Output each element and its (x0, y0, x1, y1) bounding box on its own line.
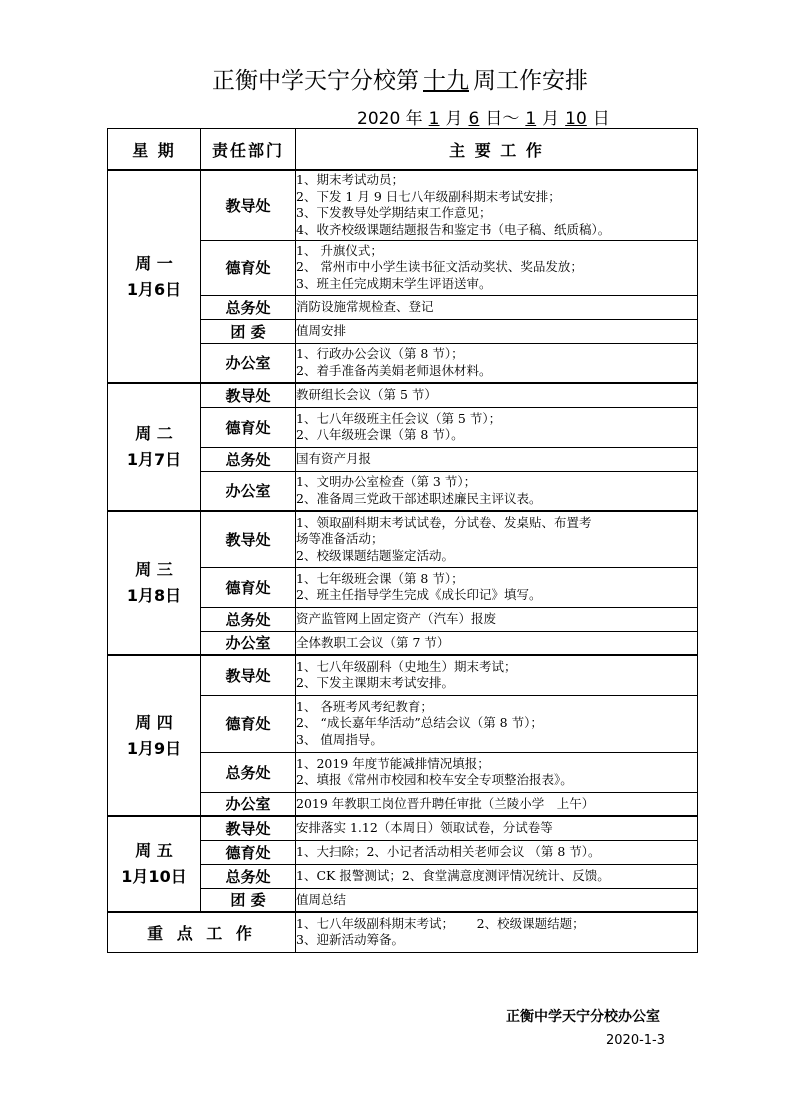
day-cell-friday (108, 816, 201, 912)
date-text-month-2: 月 (542, 109, 560, 129)
work-line: 2、 常州市中小学生读书征文活动奖状、奖品发放； (296, 259, 583, 275)
work-line: 1、领取副科期末考试试卷，分试卷、发桌贴、布置考 (296, 514, 592, 530)
date-range (357, 104, 610, 129)
work-cell (296, 471, 698, 511)
day-cell-tuesday (108, 383, 201, 511)
work-line: 2019 年教职工岗位晋升聘任审批（兰陵小学 上午） (296, 795, 595, 811)
work-cell (296, 295, 698, 319)
work-line: 值周安排 (296, 322, 347, 338)
work-line: 国有资产月报 (296, 450, 372, 466)
day-date: 1月6日 (126, 279, 182, 299)
work-line: 1、 各班考风考纪教育； (296, 698, 433, 714)
title-prefix: 正衡中学天宁分校第 (212, 68, 419, 94)
work-cell (296, 631, 698, 655)
work-line: 全体教职工会议（第 7 节） (296, 634, 450, 650)
work-line: 1、大扫除；2、小记者活动相关老师会议 （第 8 节）。 (296, 843, 601, 859)
issuing-office: 正衡中学天宁分校办公室 (506, 1009, 660, 1025)
issue-date: 2020-1-3 (606, 1033, 666, 1048)
dept-cell: 教导处 (201, 816, 296, 840)
work-line: 1、七年级班会课（第 8 节）； (296, 570, 464, 586)
work-cell (296, 864, 698, 888)
work-line: 2、班主任指导学生完成《成长印记》填写。 (296, 587, 542, 602)
work-line: 2、下发 1 月 9 日七八年级副科期末考试安排； (296, 188, 561, 204)
table-row (108, 816, 698, 840)
date-year: 2020 年 (357, 109, 423, 129)
day-cell-monday (108, 170, 201, 383)
date-text-day: 日 (592, 109, 610, 129)
work-cell (296, 170, 698, 240)
date-start-month: 1 (428, 109, 440, 129)
dept-cell: 总务处 (201, 752, 296, 792)
work-line: 1、文明办公室检查（第 3 节）； (296, 474, 477, 490)
work-cell (296, 607, 698, 631)
work-cell (296, 567, 698, 607)
page-title (0, 62, 800, 95)
header-dept: 责任部门 (201, 129, 296, 171)
title-week-number: 十九 (423, 68, 469, 94)
work-line: 2、 “成长嘉年华活动”总结会议（第 8 节）； (296, 715, 543, 731)
work-line: 1、七八年级副科期末考试； 2、校级课题结题； (296, 915, 585, 931)
dept-cell: 德育处 (201, 567, 296, 607)
day-date: 1月8日 (126, 586, 182, 605)
dept-cell: 办公室 (201, 343, 296, 383)
table-row (108, 655, 698, 695)
dept-cell: 德育处 (201, 240, 296, 295)
day-name: 周 四 (135, 712, 173, 732)
dept-cell: 总务处 (201, 295, 296, 319)
dept-cell: 教导处 (201, 511, 296, 567)
day-cell-thursday (108, 655, 201, 816)
dept-cell: 总务处 (201, 864, 296, 888)
title-suffix: 周工作安排 (473, 68, 588, 94)
work-line: 1、期末考试动员； (296, 172, 404, 188)
date-text-to: 日～ (485, 109, 520, 129)
work-line: 安排落实 1.12（本周日）领取试卷，分试卷等 (296, 820, 553, 835)
work-cell (296, 511, 698, 567)
dept-cell: 教导处 (201, 170, 296, 240)
work-line: 1、2019 年度节能减排情况填报； (296, 755, 490, 771)
dept-cell: 德育处 (201, 695, 296, 752)
work-line: 1、 升旗仪式； (296, 242, 383, 258)
work-line: 4、收齐校级课题结题报告和鉴定书（电子稿、纸质稿）。 (296, 221, 611, 237)
table-row (108, 170, 698, 240)
work-cell (296, 695, 698, 752)
day-name: 周 一 (135, 253, 173, 273)
work-line: 3、班主任完成期末学生评语送审。 (296, 275, 492, 291)
header-work: 主 要 工 作 (296, 129, 698, 171)
work-cell (296, 407, 698, 447)
work-line: 1、七八年级班主任会议（第 5 节）； (296, 410, 502, 426)
day-date: 1月7日 (126, 450, 182, 469)
work-line: 3、迎新活动筹备。 (296, 932, 404, 948)
work-cell (296, 655, 698, 695)
date-end-month: 1 (525, 109, 537, 129)
date-text-month: 月 (445, 109, 463, 129)
work-cell (296, 240, 698, 295)
work-line: 资产监管网上固定资产（汽车）报废 (296, 610, 497, 626)
day-name: 周 三 (135, 560, 173, 579)
work-line: 2、下发主课期末考试安排。 (296, 675, 454, 691)
dept-cell: 教导处 (201, 383, 296, 407)
work-cell (296, 319, 698, 343)
work-line: 2、准备周三党政干部述职述廉民主评议表。 (296, 490, 542, 506)
dept-cell: 德育处 (201, 407, 296, 447)
day-name: 周 五 (135, 841, 173, 860)
dept-cell: 总务处 (201, 447, 296, 471)
dept-cell: 办公室 (201, 631, 296, 655)
key-work-row (108, 912, 698, 952)
work-cell (296, 752, 698, 792)
date-start-day: 6 (468, 109, 480, 129)
work-cell (296, 840, 698, 864)
work-line: 1、CK 报警测试；2、食堂满意度测评情况统计、反馈。 (296, 867, 610, 883)
work-line: 2、八年级班会课（第 8 节）。 (296, 427, 464, 442)
work-cell (296, 343, 698, 383)
day-date: 1月10日 (121, 867, 187, 886)
work-line: 3、下发教导处学期结束工作意见； (296, 205, 492, 221)
day-date: 1月9日 (126, 738, 182, 758)
table-row (108, 511, 698, 567)
work-line: 1、七八年级副科（史地生）期末考试； (296, 658, 517, 674)
work-line: 消防设施常规检查、登记 (296, 298, 434, 314)
dept-cell: 团 委 (201, 319, 296, 343)
key-work-cell (296, 912, 698, 952)
dept-cell: 团 委 (201, 888, 296, 912)
work-line: 场等准备活动； (296, 531, 384, 546)
dept-cell: 总务处 (201, 607, 296, 631)
work-cell (296, 888, 698, 912)
work-cell (296, 816, 698, 840)
work-cell (296, 383, 698, 407)
schedule-table (107, 128, 698, 953)
dept-cell: 办公室 (201, 792, 296, 816)
dept-cell: 办公室 (201, 471, 296, 511)
work-cell (296, 792, 698, 816)
work-line: 3、 值周指导。 (296, 731, 383, 747)
work-cell (296, 447, 698, 471)
day-name: 周 二 (135, 424, 173, 443)
work-line: 2、校级课题结题鉴定活动。 (296, 547, 454, 563)
work-line: 教研组长会议（第 5 节） (296, 387, 437, 402)
work-line: 2、填报《常州市校园和校车安全专项整治报表》。 (296, 772, 573, 787)
dept-cell: 德育处 (201, 840, 296, 864)
work-line: 值周总结 (296, 891, 347, 907)
dept-cell: 教导处 (201, 655, 296, 695)
date-end-day: 10 (565, 109, 587, 129)
header-day: 星 期 (108, 129, 201, 171)
work-line: 1、行政办公会议（第 8 节）； (296, 346, 464, 362)
day-cell-wednesday (108, 511, 201, 655)
work-line: 2、着手准备芮美娟老师退休材料。 (296, 362, 492, 378)
table-row (108, 383, 698, 407)
key-work-label: 重 点 工 作 (108, 912, 296, 952)
